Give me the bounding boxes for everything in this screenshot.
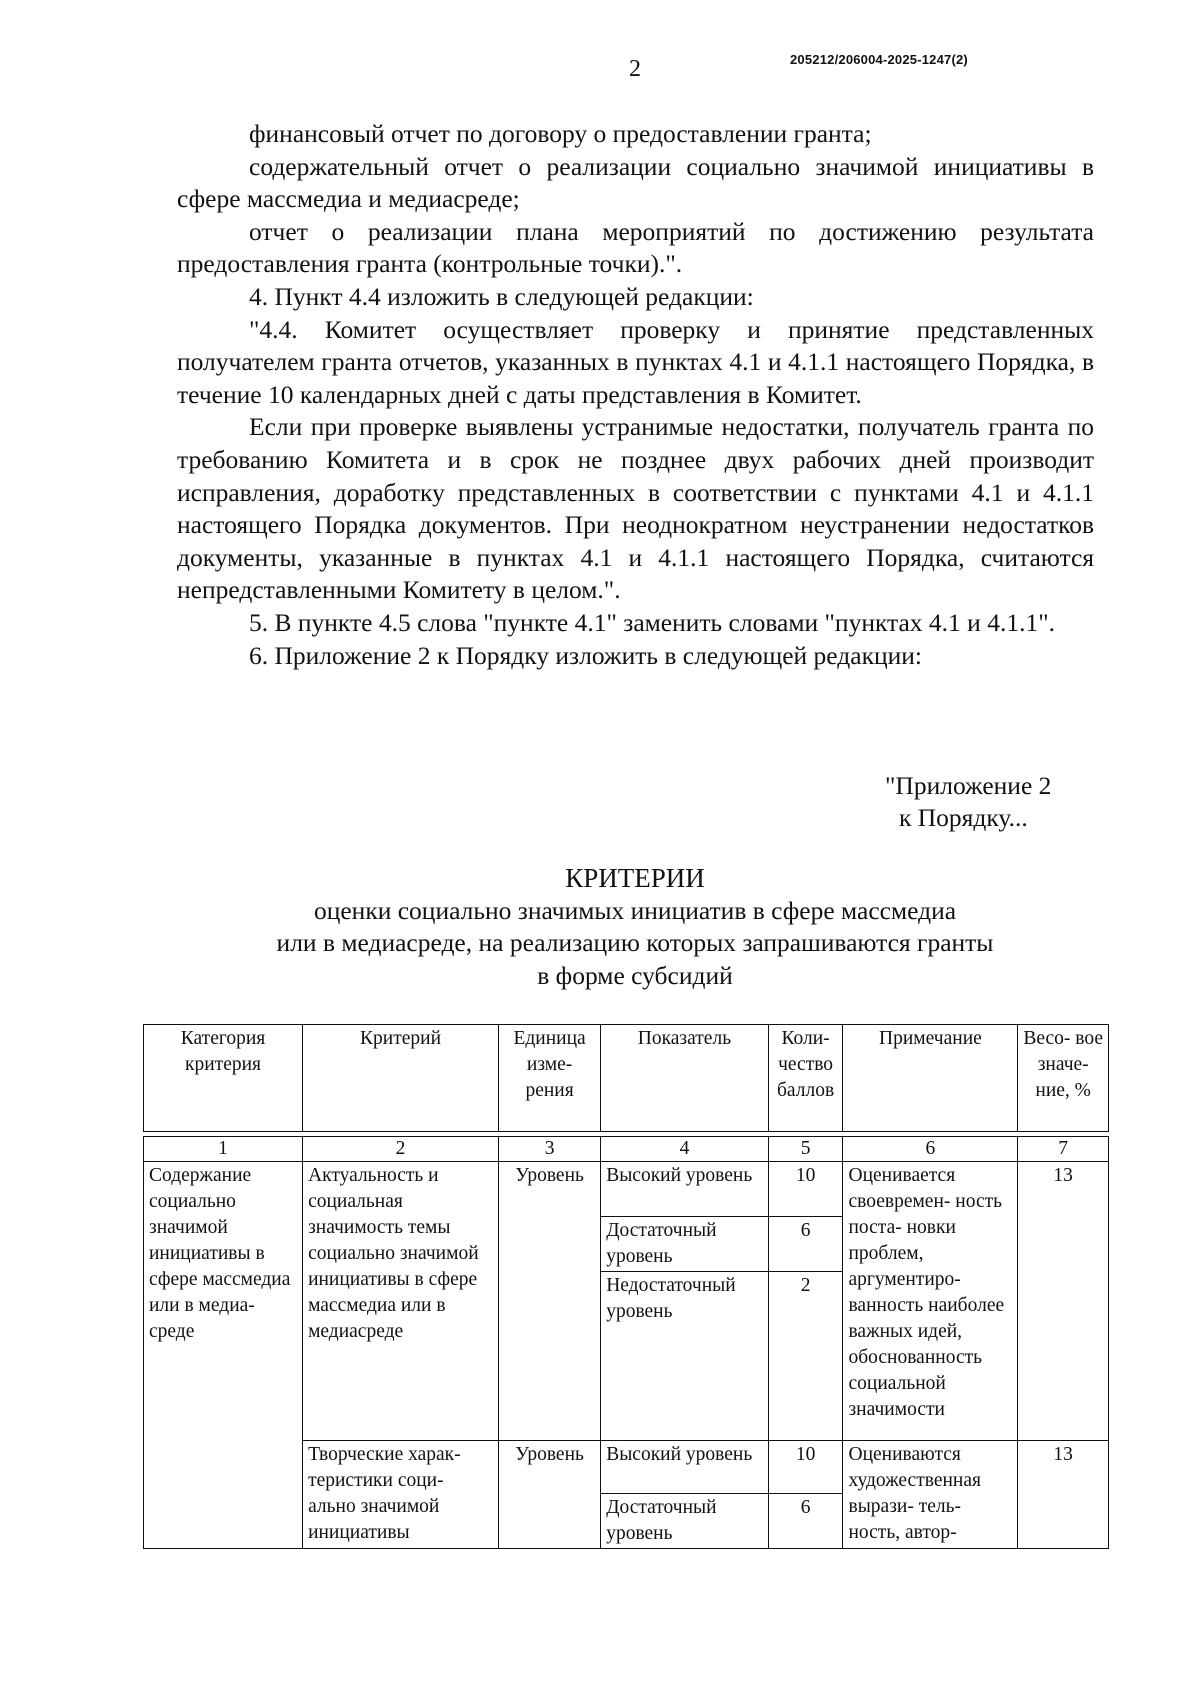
paragraph-item-4: 4. Пункт 4.4 изложить в следующей редакции:	[249, 281, 754, 311]
header-unit: Единица изме- рения	[499, 1025, 601, 1132]
header-criterion: Критерий	[303, 1025, 499, 1132]
criteria-title-block	[0, 862, 1200, 992]
paragraph-item-6: 6. Приложение 2 к Порядку изложить в следующей редакции:	[249, 640, 922, 670]
weight-cell: 13	[1018, 1441, 1109, 1549]
note-cell: Оценивается своевремен- ность поста- новки проблем, аргументиро- ванность наиболее важных идей, обоснованность социальной значимости	[843, 1162, 1018, 1441]
unit-cell: Уровень	[499, 1162, 601, 1441]
criteria-subtitle-line-2: или в медиасреде, на реализацию которых запрашиваются гранты	[276, 928, 994, 957]
appendix-line-1: "Приложение 2	[885, 771, 1052, 800]
column-number: 3	[499, 1137, 601, 1162]
indicator-cell: Достаточный уровень	[601, 1217, 769, 1272]
column-number: 1	[144, 1137, 303, 1162]
table-row	[144, 1162, 1109, 1217]
note-cell: Оцениваются художественная вырази- тель- ность, автор-	[843, 1441, 1018, 1549]
criteria-title: КРИТЕРИИ	[565, 863, 705, 893]
indicator-cell: Недостаточный уровень	[601, 1272, 769, 1441]
column-number: 6	[843, 1137, 1018, 1162]
criteria-table	[143, 1024, 1109, 1549]
header-weight: Весо- вое значе- ние, %	[1018, 1025, 1109, 1132]
body-text	[177, 118, 1094, 672]
column-number: 2	[303, 1137, 499, 1162]
paragraph-financial-report: финансовый отчет по договору о предоставлении гранта;	[249, 119, 872, 148]
indicator-cell: Достаточный уровень	[601, 1494, 769, 1549]
weight-cell: 13	[1018, 1162, 1109, 1441]
criterion-cell: Актуальность и социальная значимость темы социально значимой инициативы в сфере массмедиа или в медиасреде	[303, 1162, 499, 1441]
criterion-cell: Творческие харак- теристики соци- ально значимой инициативы	[303, 1441, 499, 1549]
appendix-line-2: к Порядку...	[899, 803, 1028, 832]
points-cell: 6	[768, 1217, 843, 1272]
column-number-row	[144, 1137, 1109, 1162]
paragraph-item-4-4: "4.4. Комитет осуществляет проверку и принятие представленных получателем гранта отчетов, указанных в пунктах 4.1 и 4.1.1 настоящего Порядка, в течение 10 календарных дней с даты представления в Комитет.	[177, 314, 1094, 409]
column-number: 4	[601, 1137, 769, 1162]
points-cell: 10	[768, 1162, 843, 1217]
indicator-cell: Высокий уровень	[601, 1441, 769, 1494]
indicator-cell: Высокий уровень	[601, 1162, 769, 1217]
points-cell: 10	[768, 1441, 843, 1494]
header-note: Примечание	[843, 1025, 1018, 1132]
points-cell: 2	[768, 1272, 843, 1441]
paragraph-item-5: 5. В пункте 4.5 слова "пункте 4.1" заменить словами "пунктах 4.1 и 4.1.1".	[249, 607, 1055, 637]
column-number: 7	[1018, 1137, 1109, 1162]
criteria-subtitle-line-1: оценки социально значимых инициатив в сфере массмедиа	[313, 895, 957, 925]
page-number: 2	[629, 56, 641, 82]
points-cell: 6	[768, 1494, 843, 1549]
header-points: Коли- чество баллов	[768, 1025, 843, 1132]
paragraph-content-report: содержательный отчет о реализации социально значимой инициативы в сфере массмедиа и медиасреде;	[177, 151, 1094, 214]
unit-cell: Уровень	[499, 1441, 601, 1549]
header-category: Категория критерия	[144, 1025, 303, 1132]
appendix-reference	[885, 770, 1051, 834]
document-id: 205212/206004-2025-1247(2)	[790, 52, 968, 67]
paragraph-deficiencies: Если при проверке выявлены устранимые недостатки, получатель гранта по требованию Комитета и в срок не позднее двух рабочих дней производит исправления, доработку представленных в соответствии с пунктами 4.1 и 4.1.1 настоящего Порядка документов. При неоднократном неустранении недостатков документы, указанные в пунктах 4.1 и 4.1.1 настоящего Порядка, считаются непредставленными Комитету в целом.".	[177, 412, 1094, 605]
table-header-row	[144, 1025, 1109, 1132]
header-indicator: Показатель	[601, 1025, 769, 1132]
paragraph-plan-report: отчет о реализации плана мероприятий по достижению результата предоставления гранта (контрольные точки).".	[177, 216, 1094, 279]
criteria-subtitle-line-3: в форме субсидий	[537, 960, 733, 990]
column-number: 5	[768, 1137, 843, 1162]
category-cell: Содержание социально значимой инициативы в сфере массмедиа или в медиа- среде	[144, 1162, 303, 1549]
